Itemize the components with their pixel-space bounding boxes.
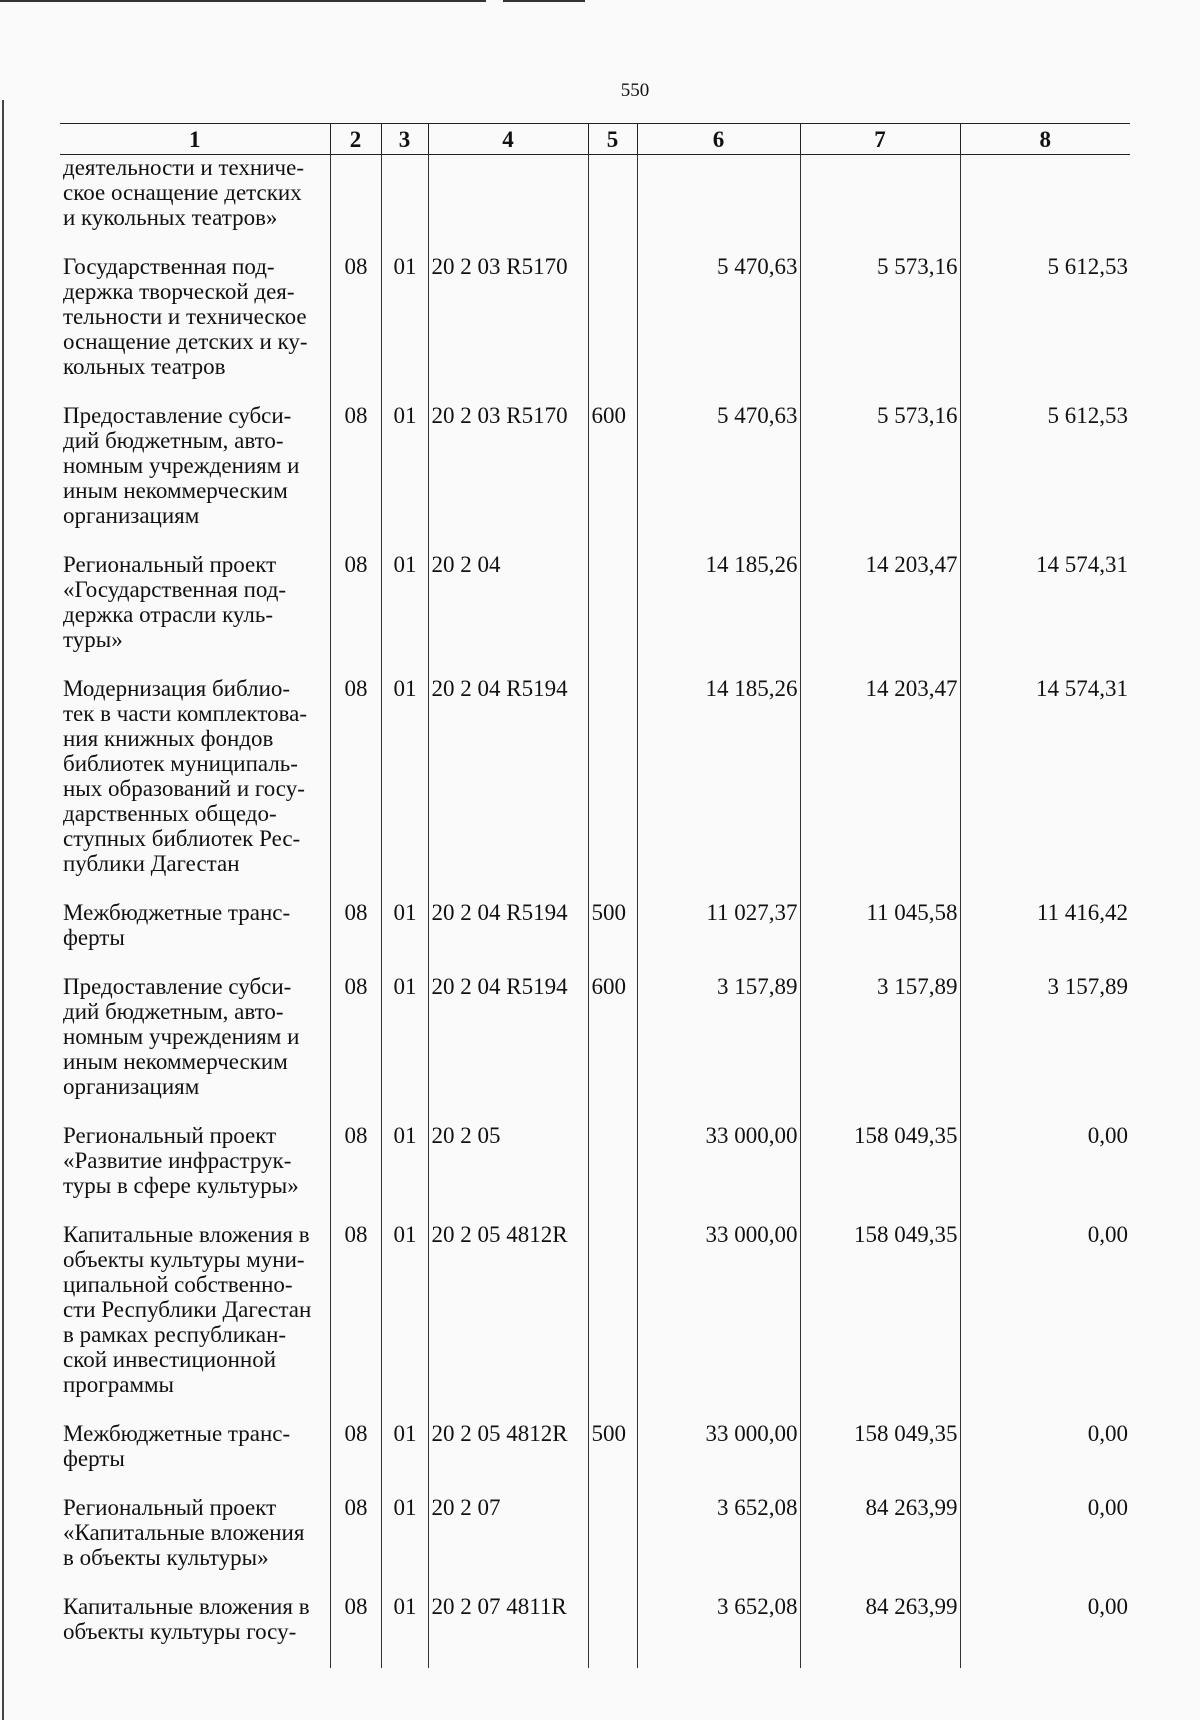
row-name-line: номным учреждениям и — [63, 453, 300, 478]
table-row — [60, 1123, 1130, 1222]
scan-edge-top-left — [0, 0, 486, 2]
table-header — [60, 124, 1130, 155]
target-article-code: 20 2 07 4811R — [428, 1594, 588, 1668]
row-name-line: номным учреждениям и — [63, 1024, 300, 1049]
row-name-line: ных образований и госу- — [63, 776, 305, 801]
row-name — [60, 254, 330, 403]
amount-col7: 14 203,47 — [800, 552, 960, 676]
row-name-line: держка творческой дея- — [63, 279, 295, 304]
row-name-line: Предоставление субси- — [63, 403, 292, 428]
amount-col8: 14 574,31 — [960, 676, 1130, 900]
amount-col7: 5 573,16 — [800, 254, 960, 403]
expense-type-code — [588, 1123, 637, 1222]
column-header-5: 5 — [588, 124, 637, 155]
amount-col6: 3 652,08 — [637, 1495, 800, 1594]
row-name-line: программы — [63, 1372, 175, 1397]
amount-col7: 5 573,16 — [800, 403, 960, 552]
row-name-line: туры» — [63, 627, 123, 652]
section-code: 08 — [330, 552, 381, 676]
table-row — [60, 900, 1130, 974]
amount-col8: 0,00 — [960, 1222, 1130, 1421]
amount-col6: 5 470,63 — [637, 254, 800, 403]
amount-col7 — [800, 155, 960, 255]
row-name-line: Региональный проект — [63, 1123, 277, 1148]
row-name-line: организациям — [63, 503, 200, 528]
row-name-line: дарственных общедо- — [63, 801, 277, 826]
row-name-line: ципальной собственно- — [63, 1272, 293, 1297]
amount-col7: 84 263,99 — [800, 1495, 960, 1594]
table-row — [60, 1222, 1130, 1421]
row-name — [60, 900, 330, 974]
row-name — [60, 1123, 330, 1222]
amount-col7: 14 203,47 — [800, 676, 960, 900]
row-name-line: дий бюджетным, авто- — [63, 428, 284, 453]
column-header-2: 2 — [330, 124, 381, 155]
row-name-line: в объекты культуры» — [63, 1545, 269, 1570]
section-code: 08 — [330, 1495, 381, 1594]
amount-col7: 158 049,35 — [800, 1421, 960, 1495]
expense-type-code — [588, 1594, 637, 1668]
row-name — [60, 1495, 330, 1594]
section-code — [330, 155, 381, 255]
budget-table — [60, 123, 1130, 1668]
target-article-code: 20 2 04 R5194 — [428, 676, 588, 900]
section-code: 08 — [330, 403, 381, 552]
amount-col6: 33 000,00 — [637, 1222, 800, 1421]
page-number: 550 — [620, 80, 650, 101]
target-article-code: 20 2 05 — [428, 1123, 588, 1222]
row-name-line: ферты — [63, 1446, 125, 1471]
row-name-line: дий бюджетным, авто- — [63, 999, 284, 1024]
section-code: 08 — [330, 1421, 381, 1495]
scan-edge-top-right — [503, 0, 585, 2]
row-name-line: организациям — [63, 1074, 200, 1099]
amount-col8: 14 574,31 — [960, 552, 1130, 676]
amount-col8: 5 612,53 — [960, 254, 1130, 403]
row-name-line: туры в сфере культуры» — [63, 1173, 299, 1198]
amount-col7: 84 263,99 — [800, 1594, 960, 1668]
column-header-4: 4 — [428, 124, 588, 155]
row-name-line: объекты культуры муни- — [63, 1247, 305, 1272]
expense-type-code: 500 — [588, 1421, 637, 1495]
row-name-line: Межбюджетные транс- — [63, 900, 291, 925]
amount-col7: 3 157,89 — [800, 974, 960, 1123]
amount-col6: 14 185,26 — [637, 552, 800, 676]
row-name-line: кольных театров — [63, 354, 226, 379]
row-name-line: Региональный проект — [63, 552, 277, 577]
row-name — [60, 1222, 330, 1421]
section-code: 08 — [330, 1123, 381, 1222]
row-name — [60, 155, 330, 255]
table-row — [60, 1495, 1130, 1594]
target-article-code: 20 2 07 — [428, 1495, 588, 1594]
amount-col7: 11 045,58 — [800, 900, 960, 974]
header-row — [60, 124, 1130, 155]
table-row — [60, 974, 1130, 1123]
row-name-line: иным некоммерческим — [63, 1049, 288, 1074]
subsection-code: 01 — [381, 1421, 428, 1495]
expense-type-code — [588, 254, 637, 403]
amount-col6: 3 652,08 — [637, 1594, 800, 1668]
subsection-code: 01 — [381, 900, 428, 974]
amount-col6: 33 000,00 — [637, 1421, 800, 1495]
section-code: 08 — [330, 900, 381, 974]
target-article-code — [428, 155, 588, 255]
row-name-line: ферты — [63, 925, 125, 950]
row-name-line: Межбюджетные транс- — [63, 1421, 291, 1446]
expense-type-code: 600 — [588, 974, 637, 1123]
section-code: 08 — [330, 254, 381, 403]
column-header-1: 1 — [60, 124, 330, 155]
target-article-code: 20 2 05 4812R — [428, 1421, 588, 1495]
row-name-line: Предоставление субси- — [63, 974, 292, 999]
table-row — [60, 552, 1130, 676]
amount-col8: 0,00 — [960, 1495, 1130, 1594]
row-name-line: библиотек муниципаль- — [63, 751, 298, 776]
table-row — [60, 1594, 1130, 1668]
row-name — [60, 1421, 330, 1495]
row-name-line: и кукольных театров» — [63, 205, 278, 230]
table-row — [60, 254, 1130, 403]
row-name-line: Капитальные вложения в — [63, 1594, 310, 1619]
subsection-code: 01 — [381, 974, 428, 1123]
target-article-code: 20 2 03 R5170 — [428, 403, 588, 552]
expense-type-code — [588, 1222, 637, 1421]
amount-col8: 0,00 — [960, 1123, 1130, 1222]
row-name — [60, 676, 330, 900]
target-article-code: 20 2 04 R5194 — [428, 974, 588, 1123]
subsection-code — [381, 155, 428, 255]
subsection-code: 01 — [381, 676, 428, 900]
section-code: 08 — [330, 974, 381, 1123]
subsection-code: 01 — [381, 403, 428, 552]
target-article-code: 20 2 03 R5170 — [428, 254, 588, 403]
amount-col8: 0,00 — [960, 1421, 1130, 1495]
row-name-line: Государственная под- — [63, 254, 275, 279]
row-name — [60, 403, 330, 552]
column-header-8: 8 — [960, 124, 1130, 155]
subsection-code: 01 — [381, 1222, 428, 1421]
row-name-line: «Капитальные вложения — [63, 1520, 305, 1545]
amount-col8: 11 416,42 — [960, 900, 1130, 974]
row-name-line: оснащение детских и ку- — [63, 329, 308, 354]
row-name-line: держка отрасли куль- — [63, 602, 274, 627]
row-name-line: деятельности и техниче- — [63, 155, 304, 180]
row-name-line: в рамках республикан- — [63, 1322, 287, 1347]
row-name-line: иным некоммерческим — [63, 478, 288, 503]
subsection-code: 01 — [381, 552, 428, 676]
section-code: 08 — [330, 1222, 381, 1421]
table-row — [60, 676, 1130, 900]
row-name-line: Региональный проект — [63, 1495, 277, 1520]
amount-col6: 3 157,89 — [637, 974, 800, 1123]
column-header-3: 3 — [381, 124, 428, 155]
amount-col8: 0,00 — [960, 1594, 1130, 1668]
row-name — [60, 552, 330, 676]
row-name-line: ской инвестиционной — [63, 1347, 277, 1372]
scan-edge-left — [2, 100, 4, 1720]
amount-col6: 33 000,00 — [637, 1123, 800, 1222]
expense-type-code — [588, 676, 637, 900]
row-name-line: «Развитие инфраструк- — [63, 1148, 292, 1173]
subsection-code: 01 — [381, 1594, 428, 1668]
row-name-line: Капитальные вложения в — [63, 1222, 310, 1247]
amount-col8: 3 157,89 — [960, 974, 1130, 1123]
row-name — [60, 974, 330, 1123]
column-header-7: 7 — [800, 124, 960, 155]
row-name-line: Модернизация библио- — [63, 676, 291, 701]
row-name-line: ское оснащение детских — [63, 180, 302, 205]
table-row — [60, 155, 1130, 255]
row-name-line: сти Республики Дагестан — [63, 1297, 312, 1322]
expense-type-code — [588, 552, 637, 676]
table-body — [60, 155, 1130, 1669]
row-name-line: ступных библиотек Рес- — [63, 826, 301, 851]
expense-type-code — [588, 155, 637, 255]
row-name-line: «Государственная под- — [63, 577, 287, 602]
amount-col7: 158 049,35 — [800, 1222, 960, 1421]
expense-type-code: 600 — [588, 403, 637, 552]
amount-col6: 14 185,26 — [637, 676, 800, 900]
section-code: 08 — [330, 1594, 381, 1668]
expense-type-code — [588, 1495, 637, 1594]
target-article-code: 20 2 05 4812R — [428, 1222, 588, 1421]
amount-col6: 5 470,63 — [637, 403, 800, 552]
table-row — [60, 1421, 1130, 1495]
expense-type-code: 500 — [588, 900, 637, 974]
row-name-line: публики Дагестан — [63, 851, 240, 876]
amount-col6 — [637, 155, 800, 255]
subsection-code: 01 — [381, 1123, 428, 1222]
amount-col8 — [960, 155, 1130, 255]
row-name-line: ния книжных фондов — [63, 726, 274, 751]
row-name-line: тельности и техническое — [63, 304, 307, 329]
amount-col6: 11 027,37 — [637, 900, 800, 974]
column-header-6: 6 — [637, 124, 800, 155]
amount-col8: 5 612,53 — [960, 403, 1130, 552]
target-article-code: 20 2 04 — [428, 552, 588, 676]
subsection-code: 01 — [381, 254, 428, 403]
section-code: 08 — [330, 676, 381, 900]
row-name-line: объекты культуры госу- — [63, 1619, 297, 1644]
table-row — [60, 403, 1130, 552]
target-article-code: 20 2 04 R5194 — [428, 900, 588, 974]
row-name — [60, 1594, 330, 1668]
subsection-code: 01 — [381, 1495, 428, 1594]
amount-col7: 158 049,35 — [800, 1123, 960, 1222]
row-name-line: тек в части комплектова- — [63, 701, 308, 726]
